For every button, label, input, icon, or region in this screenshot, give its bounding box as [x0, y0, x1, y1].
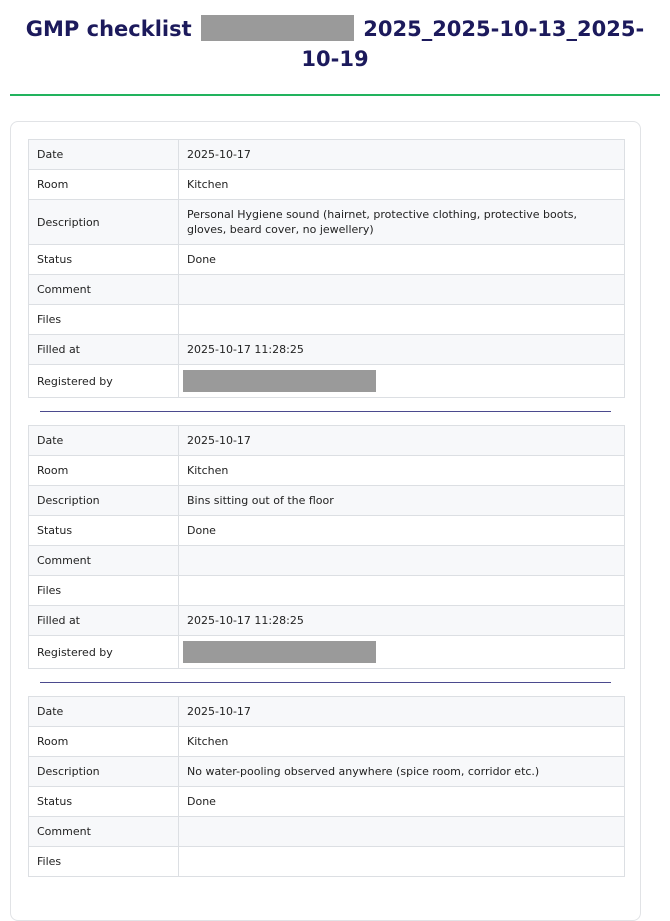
- registered-by-value: [179, 365, 625, 398]
- description-label: Description: [29, 757, 179, 787]
- status-value: Done: [179, 516, 625, 546]
- comment-label: Comment: [29, 817, 179, 847]
- table-row: [29, 636, 625, 669]
- table-row: [29, 200, 625, 245]
- date-value: 2025-10-17: [179, 426, 625, 456]
- table-row: [29, 365, 625, 398]
- entry-divider: [40, 411, 611, 412]
- table-row: [29, 140, 625, 170]
- redacted-block: [183, 370, 376, 392]
- filled-at-label: Filled at: [29, 335, 179, 365]
- checklist-entry: [28, 139, 625, 398]
- table-row: [29, 727, 625, 757]
- title-prefix: GMP checklist: [25, 17, 192, 41]
- table-row: [29, 606, 625, 636]
- status-value: Done: [179, 787, 625, 817]
- title-suffix: 2025_2025-10-13_2025-10-19: [301, 17, 645, 71]
- table-row: [29, 847, 625, 877]
- room-value: Kitchen: [179, 456, 625, 486]
- table-row: [29, 516, 625, 546]
- registered-by-label: Registered by: [29, 636, 179, 669]
- files-label: Files: [29, 847, 179, 877]
- table-row: [29, 757, 625, 787]
- table-row: [29, 245, 625, 275]
- comment-value: [179, 817, 625, 847]
- status-label: Status: [29, 245, 179, 275]
- description-label: Description: [29, 200, 179, 245]
- table-row: [29, 817, 625, 847]
- files-value: [179, 847, 625, 877]
- description-value: Personal Hygiene sound (hairnet, protective clothing, protective boots, gloves, beard cover, no jewellery): [179, 200, 625, 245]
- table-row: [29, 546, 625, 576]
- page-title: [0, 0, 670, 74]
- status-value: Done: [179, 245, 625, 275]
- registered-by-value: [179, 636, 625, 669]
- table-row: [29, 426, 625, 456]
- table-row: [29, 576, 625, 606]
- date-label: Date: [29, 426, 179, 456]
- table-row: [29, 697, 625, 727]
- comment-value: [179, 275, 625, 305]
- table-row: [29, 787, 625, 817]
- files-label: Files: [29, 305, 179, 335]
- comment-label: Comment: [29, 275, 179, 305]
- checklist-entry: [28, 425, 625, 669]
- description-label: Description: [29, 486, 179, 516]
- files-value: [179, 305, 625, 335]
- entry-divider: [40, 682, 611, 683]
- description-value: No water-pooling observed anywhere (spice room, corridor etc.): [179, 757, 625, 787]
- date-value: 2025-10-17: [179, 697, 625, 727]
- table-row: [29, 335, 625, 365]
- date-value: 2025-10-17: [179, 140, 625, 170]
- checklist-entry: [28, 696, 625, 877]
- files-value: [179, 576, 625, 606]
- redacted-block: [201, 15, 354, 41]
- room-value: Kitchen: [179, 727, 625, 757]
- registered-by-label: Registered by: [29, 365, 179, 398]
- room-label: Room: [29, 727, 179, 757]
- status-label: Status: [29, 516, 179, 546]
- room-value: Kitchen: [179, 170, 625, 200]
- table-row: [29, 170, 625, 200]
- filled-at-value: 2025-10-17 11:28:25: [179, 335, 625, 365]
- files-label: Files: [29, 576, 179, 606]
- status-label: Status: [29, 787, 179, 817]
- comment-value: [179, 546, 625, 576]
- redacted-block: [183, 641, 376, 663]
- room-label: Room: [29, 170, 179, 200]
- room-label: Room: [29, 456, 179, 486]
- description-value: Bins sitting out of the floor: [179, 486, 625, 516]
- filled-at-value: 2025-10-17 11:28:25: [179, 606, 625, 636]
- table-row: [29, 275, 625, 305]
- filled-at-label: Filled at: [29, 606, 179, 636]
- title-divider: [10, 94, 660, 96]
- table-row: [29, 486, 625, 516]
- table-row: [29, 456, 625, 486]
- comment-label: Comment: [29, 546, 179, 576]
- table-row: [29, 305, 625, 335]
- date-label: Date: [29, 140, 179, 170]
- checklist-card: [10, 121, 641, 921]
- date-label: Date: [29, 697, 179, 727]
